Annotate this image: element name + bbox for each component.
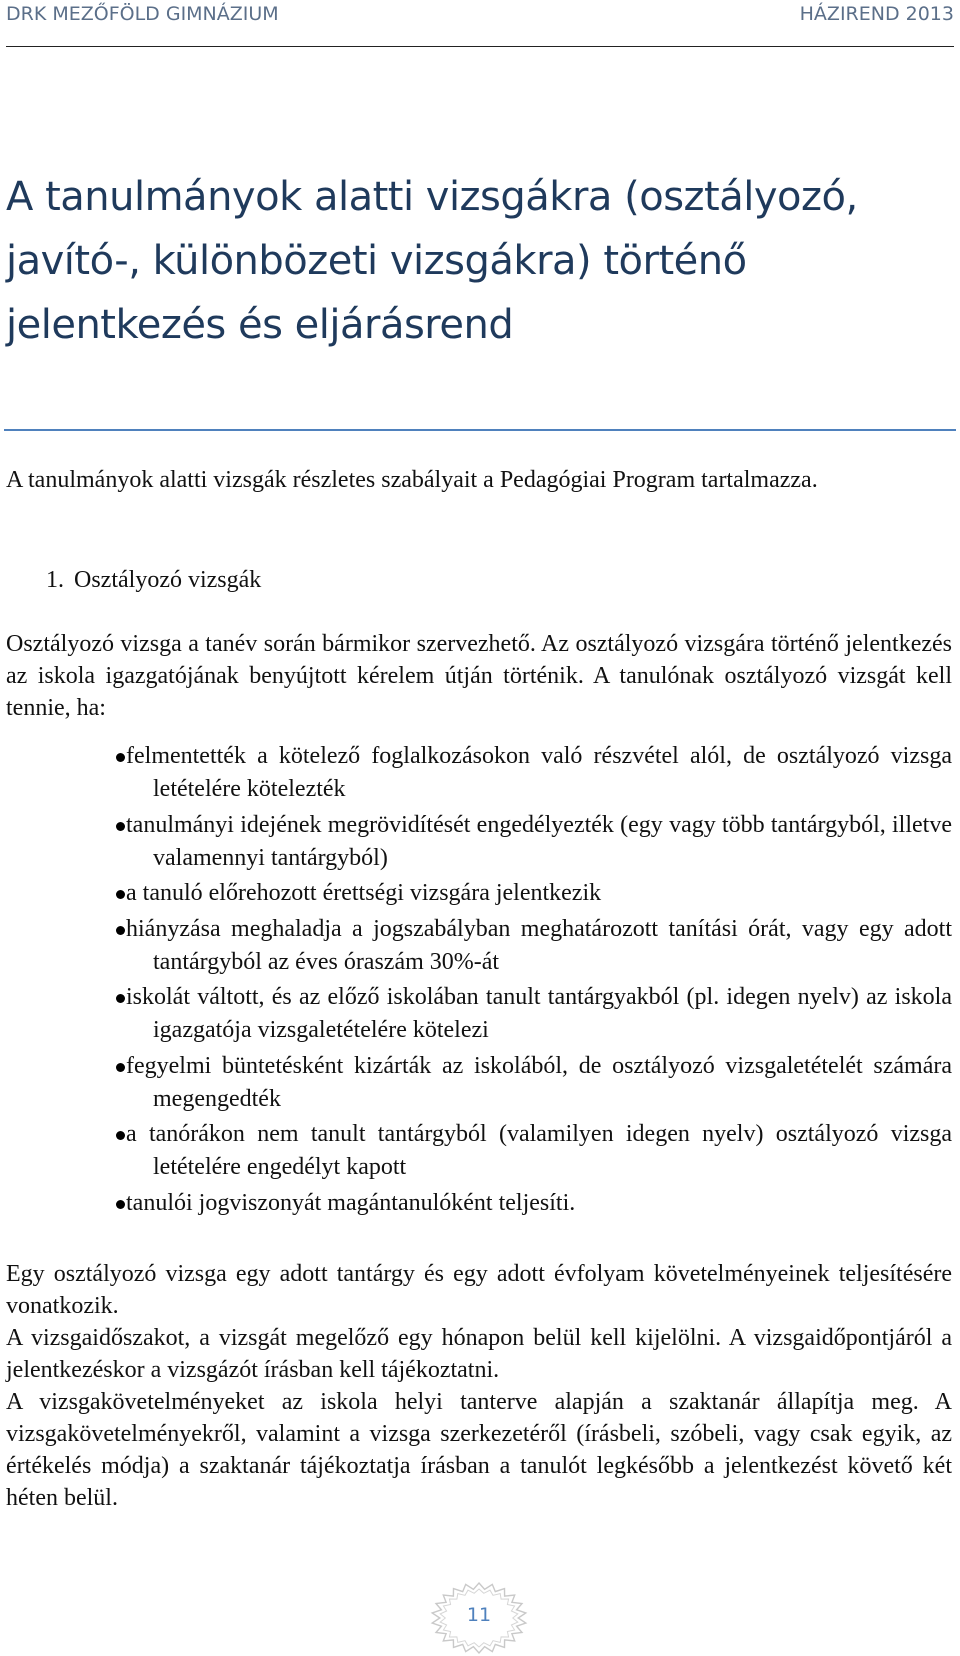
- bullet-icon: [116, 753, 125, 762]
- closing-paragraph: Egy osztályozó vizsga egy adott tantárgy és egy adott évfolyam követelményeinek teljesítésére vonatkozik.: [6, 1261, 952, 1319]
- closing-paragraphs: [6, 1258, 952, 1514]
- closing-paragraph: A vizsgaidőszakot, a vizsgát megelőző egy hónapon belül kell kijelölni. A vizsgaidőpontjáról a jelentkezéskor a vizsgázót írásban kell tájékoztatni.: [6, 1325, 952, 1383]
- closing-paragraph: A vizsgakövetelményeket az iskola helyi tanterve alapján a szaktanár állapítja meg. A vizsgakövetelményekről, valamint a vizsga szerkezetéről (írásbeli, szóbeli, vagy csak egyik, az értékelés módja) a szaktanár tájékoztatja írásban a tanulót legkésőbb a jelentkezést követő két héten belül.: [6, 1389, 952, 1511]
- list-item: iskolát váltott, és az előző iskolában tanult tantárgyakból (pl. idegen nyelv) az iskola igazgatója vizsgaletételére kötelezi: [116, 981, 952, 1047]
- title-divider: [4, 429, 956, 431]
- list-item: tanulói jogviszonyát magántanulóként teljesíti.: [116, 1187, 952, 1220]
- bullet-icon: [116, 1063, 125, 1072]
- rules-paragraph: Osztályozó vizsga a tanév során bármikor szervezhető. Az osztályozó vizsgára történő jelentkezés az iskola igazgatójának benyújtott kérelem útján történik. A tanulónak osztályozó vizsgát kell tennie, ha:: [6, 631, 952, 721]
- section-number: 1.: [46, 567, 64, 593]
- header-document-name: HÁZIREND 2013: [799, 3, 954, 25]
- bullet-icon: [116, 926, 125, 935]
- header-school-name: DRK MEZŐFÖLD GIMNÁZIUM: [6, 3, 279, 25]
- list-item: hiányzása meghaladja a jogszabályban meghatározott tanítási órát, vagy egy adott tantárgyból az éves óraszám 30%-át: [116, 913, 952, 979]
- bullet-icon: [116, 890, 125, 899]
- page-header: [6, 0, 954, 46]
- bullet-icon: [116, 994, 125, 1003]
- list-item: fegyelmi büntetésként kizárták az iskolából, de osztályozó vizsgaletételét számára megengedték: [116, 1050, 952, 1116]
- list-item: felmentették a kötelező foglalkozásokon való részvétel alól, de osztályozó vizsga letételére kötelezték: [116, 740, 952, 806]
- conditions-list: [116, 740, 952, 1222]
- header-divider: [6, 46, 954, 47]
- section-title: Osztályozó vizsgák: [74, 567, 262, 593]
- bullet-icon: [116, 822, 125, 831]
- page-number-badge: [424, 1580, 534, 1656]
- bullet-icon: [116, 1131, 125, 1140]
- list-item: tanulmányi idejének megrövidítését engedélyezték (egy vagy több tantárgyból, illetve valamennyi tantárgyból): [116, 809, 952, 875]
- list-item: a tanuló előrehozott érettségi vizsgára jelentkezik: [116, 877, 952, 910]
- bullet-icon: [116, 1200, 125, 1209]
- list-item: a tanórákon nem tanult tantárgyból (valamilyen idegen nyelv) osztályozó vizsga letételére engedélyt kapott: [116, 1118, 952, 1184]
- intro-paragraph: A tanulmányok alatti vizsgák részletes szabályait a Pedagógiai Program tartalmazza.: [6, 467, 818, 493]
- section-heading: [46, 564, 261, 596]
- page-title: A tanulmányok alatti vizsgákra (osztályozó, javító-, különbözeti vizsgákra) történő jelentkezés és eljárásrend: [6, 174, 858, 348]
- page-number: 11: [466, 1604, 492, 1626]
